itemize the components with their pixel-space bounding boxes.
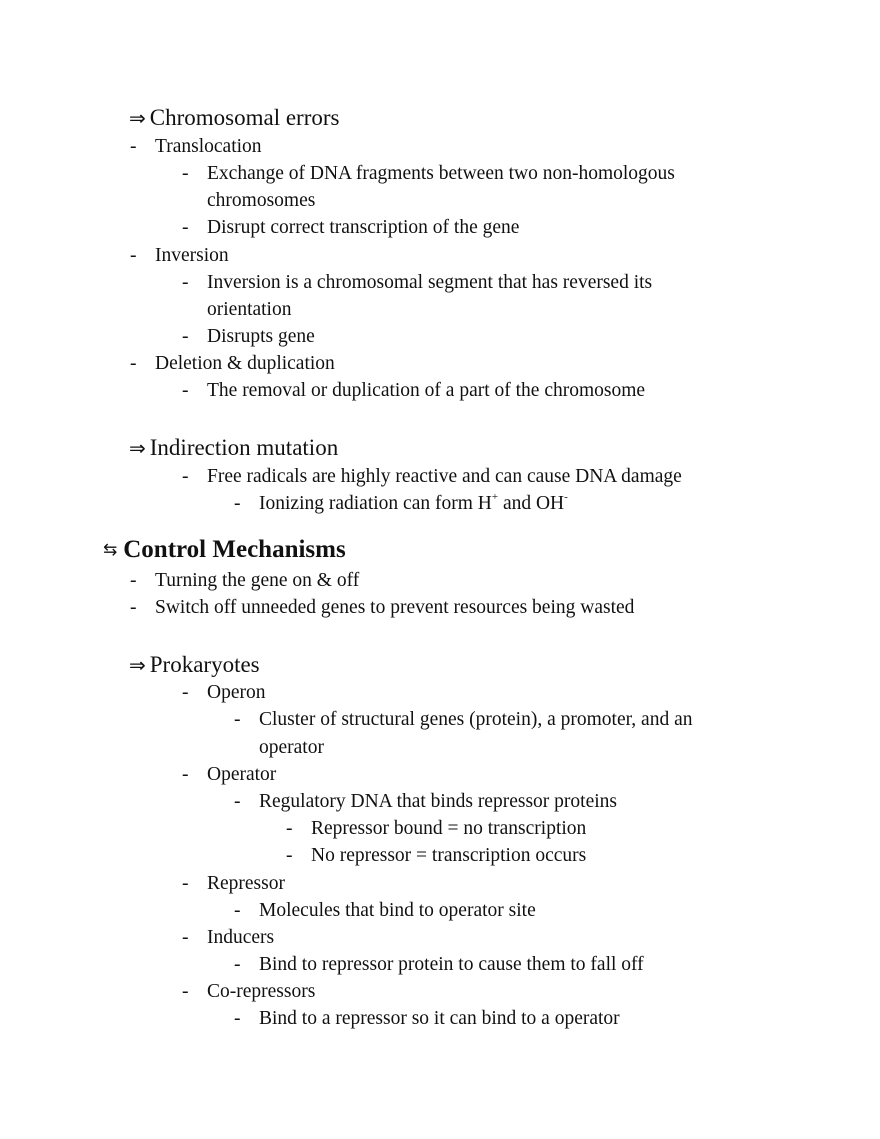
list-item-text: orientation xyxy=(207,299,292,320)
bullet-dash: - xyxy=(234,900,241,921)
list-item-text xyxy=(259,490,568,517)
bullet-dash: - xyxy=(182,380,189,401)
swap-arrows-icon: ⇆ xyxy=(103,540,118,560)
bullet-dash: - xyxy=(182,873,189,894)
list-item-text: Switch off unneeded genes to prevent resources being wasted xyxy=(155,597,635,618)
list-item-text: operator xyxy=(259,737,324,758)
heading-prokaryotes xyxy=(129,650,260,680)
list-item-text: Bind to a repressor so it can bind to a operator xyxy=(259,1008,620,1029)
list-item-text: Free radicals are highly reactive and can cause DNA damage xyxy=(207,466,682,487)
bullet-dash: - xyxy=(182,272,189,293)
list-item-text: Operon xyxy=(207,682,266,703)
bullet-dash: - xyxy=(234,954,241,975)
list-item-text: Regulatory DNA that binds repressor proteins xyxy=(259,791,617,812)
bullet-dash: - xyxy=(286,818,293,839)
bullet-dash: - xyxy=(234,791,241,812)
list-item-text: Repressor xyxy=(207,873,285,894)
bullet-dash: - xyxy=(130,136,137,157)
bullet-dash: - xyxy=(182,326,189,347)
bullet-dash: - xyxy=(130,245,137,266)
list-item-text: Disrupts gene xyxy=(207,326,315,347)
bullet-dash: - xyxy=(182,163,189,184)
bullet-dash: - xyxy=(234,1008,241,1029)
list-item-text: Molecules that bind to operator site xyxy=(259,900,536,921)
double-arrow-right-icon: ⇒ xyxy=(129,436,146,460)
list-item-text: Turning the gene on & off xyxy=(155,570,360,591)
bullet-dash: - xyxy=(182,927,189,948)
bullet-dash: - xyxy=(130,597,137,618)
text-part: and OH xyxy=(498,493,565,514)
list-item-text: Repressor bound = no transcription xyxy=(311,818,587,839)
heading-indirection-mutation xyxy=(129,433,338,463)
list-item-text: Cluster of structural genes (protein), a promoter, and an xyxy=(259,709,693,730)
list-item-text: chromosomes xyxy=(207,190,316,211)
bullet-dash: - xyxy=(182,682,189,703)
list-item-text: Co-repressors xyxy=(207,981,316,1002)
list-item-text: Operator xyxy=(207,764,277,785)
heading-chromosomal-errors xyxy=(129,103,339,133)
heading-text: Control Mechanisms xyxy=(123,536,346,563)
list-item-text: Inversion xyxy=(155,245,229,266)
list-item-text: Inversion is a chromosomal segment that has reversed its xyxy=(207,272,653,293)
list-item-text: Bind to repressor protein to cause them to fall off xyxy=(259,954,644,975)
double-arrow-right-icon: ⇒ xyxy=(129,106,146,130)
list-item-text: The removal or duplication of a part of the chromosome xyxy=(207,380,646,401)
list-item-text: Exchange of DNA fragments between two non-homologous xyxy=(207,163,675,184)
double-arrow-right-icon: ⇒ xyxy=(129,653,146,677)
bullet-dash: - xyxy=(182,981,189,1002)
superscript-plus: + xyxy=(491,490,499,503)
bullet-dash: - xyxy=(234,709,241,730)
bullet-dash: - xyxy=(286,845,293,866)
list-item-text: Disrupt correct transcription of the gene xyxy=(207,217,520,238)
list-item-text: No repressor = transcription occurs xyxy=(311,845,587,866)
list-item-text: Inducers xyxy=(207,927,275,948)
list-item-text: Translocation xyxy=(155,136,262,157)
heading-text: Prokaryotes xyxy=(149,652,260,677)
list-item-text: Deletion & duplication xyxy=(155,353,335,374)
bullet-dash: - xyxy=(234,493,241,514)
bullet-dash: - xyxy=(182,466,189,487)
bullet-dash: - xyxy=(182,217,189,238)
bullet-dash: - xyxy=(182,764,189,785)
text-part: Ionizing radiation can form H xyxy=(259,493,492,514)
superscript-minus: - xyxy=(564,490,568,503)
heading-text: Indirection mutation xyxy=(149,435,339,460)
heading-control-mechanisms xyxy=(103,534,346,568)
bullet-dash: - xyxy=(130,353,137,374)
heading-text: Chromosomal errors xyxy=(149,105,340,130)
bullet-dash: - xyxy=(130,570,137,591)
